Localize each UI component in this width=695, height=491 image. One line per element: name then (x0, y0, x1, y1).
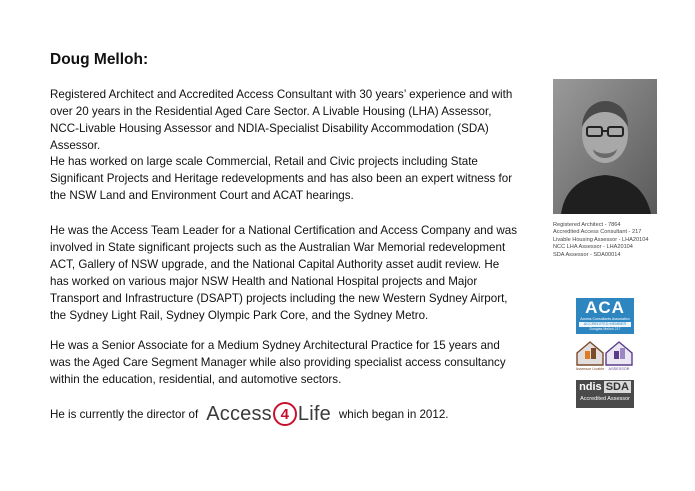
credential-item: NCC LHA Assessor - LHA20104 (553, 244, 633, 251)
lha-assessor-badges (576, 339, 634, 375)
lha-left-label: Assessor Livable (576, 367, 605, 371)
ndis-brand-row (576, 380, 634, 395)
bio-paragraph-3: He was the Access Team Leader for a National Certification and Access Company and was involved in State significant projects such as the Australian War Memorial redevelopment ACT, Gallery of NSW upgrade, and the National Capital Authority asset audit review. He has worked on various major NSW Health and National Hospital projects and Major Transport and Infrastructure (DSAPT) projects including the new Western Sydney Airport, the Sydney Light Rail, Sydney Olympic Park Core, and the Sydney Metro. (50, 224, 517, 322)
credentials-list (553, 222, 673, 259)
aca-title: ACA (585, 298, 625, 317)
credential-item: Accredited Access Consultant - 217 (553, 229, 642, 236)
credential-item: Registered Architect - 7864 (553, 222, 621, 228)
aca-subtitle: Access Consultants Association (580, 317, 630, 321)
ndis-brand: ndis (579, 381, 602, 393)
ndis-caption: Accredited Assessor (580, 396, 630, 402)
logo-right-text: Life (297, 402, 331, 425)
credential-item: SDA Assessor - SDA00014 (553, 251, 621, 258)
aca-member-label: ACCREDITED MEMBER (579, 322, 631, 327)
closing-after: which began in 2012. (338, 407, 449, 421)
ndis-sda-tag: SDA (605, 381, 629, 393)
portrait-photo (553, 79, 657, 214)
access4life-logo (206, 402, 331, 426)
logo-left-text: Access (206, 402, 272, 425)
bio-paragraph-2: He has worked on large scale Commercial, Retail and Civic projects including State Significant Projects and Heritage redevelopments and has also been an expert witness for the NSW Land and Environment Court and ACAT hearings. (50, 155, 513, 202)
credential-item: Livable Housing Assessor - LHA20104 (553, 236, 649, 243)
author-heading: Doug Melloh: (50, 51, 149, 68)
bio-paragraph-1: Registered Architect and Accredited Access Consultant with 30 years’ experience and with over 20 years in the Residential Aged Care Sector. A Livable Housing (LHA) Assessor, NCC-Livable Housing Assessor and NDIA-Specialist Disability Accommodation (SDA) Assessor. (50, 88, 513, 152)
bio-paragraph-4: He was a Senior Associate for a Medium Sydney Architectural Practice for 15 years and was the Aged Care Segment Manager while also providing specialist access consultancy within the education, residential, and automotive sectors. (50, 339, 506, 386)
logo-four-circle: 4 (273, 402, 297, 426)
lha-right-label: ASSESSOR (608, 367, 630, 371)
aca-member-name: Douglas Melloh 217 (589, 326, 621, 331)
closing-line (50, 402, 520, 426)
closing-before: He is currently the director of (50, 407, 199, 421)
ndis-sda-badge (576, 380, 634, 408)
aca-badge (576, 298, 634, 334)
portrait-image (553, 79, 657, 214)
